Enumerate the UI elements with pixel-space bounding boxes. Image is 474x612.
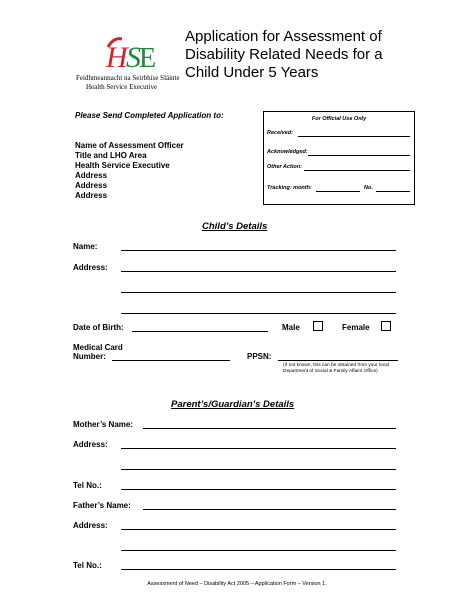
father-address-field-1[interactable] bbox=[121, 529, 396, 530]
received-label: Received: bbox=[267, 130, 293, 136]
official-use-title: For Official Use Only bbox=[311, 116, 367, 122]
child-address-field-1[interactable] bbox=[121, 271, 396, 272]
female-checkbox[interactable] bbox=[381, 321, 391, 331]
medical-card-field[interactable] bbox=[112, 360, 230, 361]
hse-logo-icon bbox=[104, 35, 157, 74]
title-line: Child Under 5 Years bbox=[185, 64, 319, 81]
ppsn-label: PPSN: bbox=[247, 352, 272, 361]
father-name-field[interactable] bbox=[143, 509, 396, 510]
send-line: Address bbox=[75, 171, 108, 180]
other-action-field[interactable] bbox=[304, 170, 410, 171]
acknowledged-field[interactable] bbox=[308, 155, 410, 156]
father-tel-field[interactable] bbox=[121, 569, 396, 570]
received-field[interactable] bbox=[298, 136, 410, 137]
dob-label: Date of Birth: bbox=[73, 323, 124, 332]
send-line: Address bbox=[75, 191, 108, 200]
official-use-box bbox=[263, 111, 415, 205]
child-address-field-3[interactable] bbox=[121, 313, 396, 314]
mother-address-field-1[interactable] bbox=[121, 448, 396, 449]
org-name-english: Health Service Executive bbox=[86, 83, 158, 91]
child-address-label: Address: bbox=[73, 263, 108, 272]
medical-card-number-label: Number: bbox=[73, 352, 106, 361]
mother-name-field[interactable] bbox=[143, 428, 396, 429]
send-heading: Please Send Completed Application to: bbox=[75, 111, 224, 120]
male-label: Male bbox=[282, 323, 300, 332]
send-line: Title and LHO Area bbox=[75, 151, 147, 160]
title-line: Application for Assessment of bbox=[185, 28, 382, 45]
child-name-field[interactable] bbox=[121, 250, 396, 251]
dob-field[interactable] bbox=[132, 331, 268, 332]
send-line: Address bbox=[75, 181, 108, 190]
mother-address-field-2[interactable] bbox=[121, 469, 396, 470]
other-action-label: Other Action: bbox=[267, 164, 302, 170]
father-address-label: Address: bbox=[73, 521, 108, 530]
tracking-no-field[interactable] bbox=[376, 191, 410, 192]
child-address-field-2[interactable] bbox=[121, 292, 396, 293]
ppsn-note-1: (If not known, this can be obtained from your local bbox=[283, 363, 389, 368]
svg-text:H: H bbox=[106, 41, 128, 74]
org-name-irish: Feidhmeannacht na Seirbhíse Sláinte bbox=[76, 74, 180, 82]
father-address-field-2[interactable] bbox=[121, 550, 396, 551]
tracking-month-field[interactable] bbox=[316, 191, 360, 192]
female-label: Female bbox=[342, 323, 370, 332]
medical-card-label: Medical Card bbox=[73, 343, 123, 352]
send-line: Name of Assessment Officer bbox=[75, 141, 184, 150]
ppsn-field[interactable] bbox=[278, 360, 398, 361]
page-footer: Assessment of Need – Disability Act 2005 – Application Form – Version 1. bbox=[147, 581, 327, 587]
tracking-label: Tracking: month: bbox=[267, 185, 312, 191]
father-tel-label: Tel No.: bbox=[73, 561, 102, 570]
svg-text:E: E bbox=[139, 43, 157, 74]
mother-tel-field[interactable] bbox=[121, 489, 396, 490]
mother-tel-label: Tel No.: bbox=[73, 481, 102, 490]
svg-text:S: S bbox=[126, 41, 141, 74]
mother-name-label: Mother’s Name: bbox=[73, 420, 134, 429]
form-title bbox=[185, 28, 470, 82]
child-name-label: Name: bbox=[73, 242, 98, 251]
father-name-label: Father’s Name: bbox=[73, 501, 131, 510]
child-details-heading: Child’s Details bbox=[202, 221, 268, 232]
ppsn-note-2: Department of Social & Family Affairs Office) bbox=[283, 369, 378, 374]
send-line: Health Service Executive bbox=[75, 161, 170, 170]
mother-address-label: Address: bbox=[73, 440, 108, 449]
title-line: Disability Related Needs for a bbox=[185, 46, 383, 63]
tracking-no-label: No. bbox=[364, 185, 373, 191]
acknowledged-label: Acknowledged: bbox=[267, 149, 308, 155]
parent-details-heading: Parent’s/Guardian’s Details bbox=[171, 399, 295, 410]
male-checkbox[interactable] bbox=[313, 321, 323, 331]
